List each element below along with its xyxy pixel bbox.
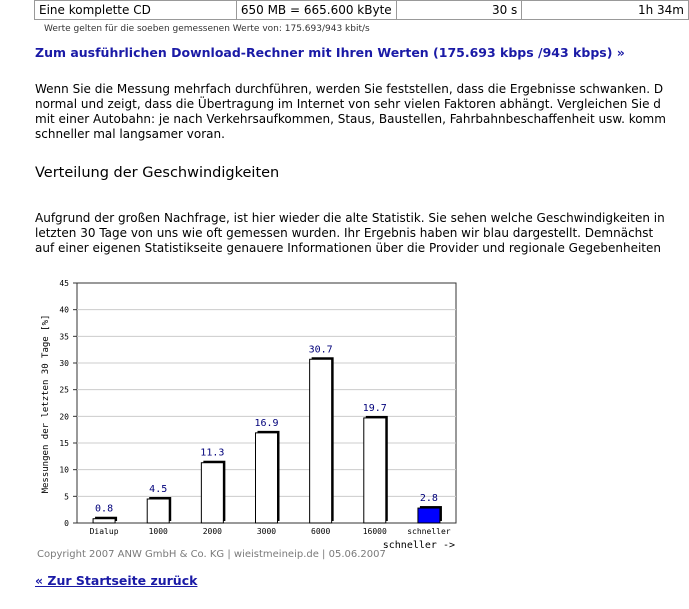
bar-value-label: 16.9 (254, 417, 279, 429)
y-axis-ticks (59, 279, 77, 528)
y-tick-label: 40 (59, 305, 69, 315)
y-tick-label: 35 (59, 332, 69, 342)
bar (364, 418, 386, 523)
category-label: 6000 (311, 527, 331, 536)
bar (256, 433, 278, 523)
category-label: 1000 (148, 527, 168, 536)
x-axis-labels (90, 527, 451, 536)
bar (418, 508, 440, 523)
download-calculator-link[interactable]: Zum ausführlichen Download-Rechner mit Ihren Werten (175.693 kbps /943 kbps) » (35, 45, 625, 60)
paragraph-line: Wenn Sie die Messung mehrfach durchführen, werden Sie feststellen, dass die Ergebnisse schwanken. D (35, 82, 664, 96)
y-tick-label: 45 (59, 279, 69, 288)
bar-value-label: 2.8 (419, 493, 438, 505)
y-tick-label: 30 (59, 359, 69, 368)
bar-value-label: 11.3 (200, 447, 225, 459)
bar (93, 519, 115, 523)
category-label: Dialup (89, 527, 119, 536)
paragraph-line: mit einer Autobahn: je nach Verkehrsaufkommen, Staus, Baustellen, Fahrbahnbeschaffenheit usw. komm (35, 112, 666, 126)
category-label: schneller (407, 527, 451, 536)
paragraph-line: letzten 30 Tage von uns wie oft gemessen wurden. Ihr Ergebnis haben wir blau dargestellt. Demnächst (35, 226, 654, 240)
table-note: Werte gelten für die soeben gemessenen Werte von: 175.693/943 kbit/s (44, 24, 370, 34)
section-heading: Verteilung der Geschwindigkeiten (35, 165, 280, 181)
y-tick-label: 15 (59, 439, 69, 448)
y-tick-label: 5 (64, 492, 69, 502)
category-label: 16000 (362, 527, 387, 536)
time-other-cell: 1h 34m (522, 1, 689, 20)
category-label: 2000 (202, 527, 222, 536)
bar (201, 463, 223, 523)
item-cell: Eine komplette CD (35, 1, 237, 20)
copyright-text: Copyright 2007 ANW GmbH & Co. KG | wieistmeineip.de | 05.06.2007 (37, 549, 386, 560)
bar-value-label: 4.5 (149, 484, 168, 495)
y-tick-label: 25 (59, 385, 69, 395)
bar-value-label: 0.8 (95, 503, 114, 515)
paragraph-line: Aufgrund der großen Nachfrage, ist hier wieder die alte Statistik. Sie sehen welche Geschwindigkeiten in (35, 211, 665, 225)
bar (310, 359, 332, 523)
back-to-home-link[interactable]: « Zur Startseite zurück (35, 573, 198, 588)
y-tick-label: 20 (59, 412, 69, 422)
bar-value-label: 30.7 (308, 344, 333, 356)
x-axis-label: schneller -> (382, 540, 455, 551)
paragraph-line: normal und zeigt, dass die Übertragung im Internet von sehr vielen Faktoren abhängt. Vergleichen Sie d (35, 97, 661, 111)
bar (147, 499, 169, 523)
paragraph-line: schneller mal langsamer voran. (35, 127, 225, 141)
size-cell: 650 MB = 665.600 kByte (236, 1, 396, 20)
y-tick-label: 0 (64, 519, 69, 528)
paragraph-line: auf einer eigenen Statistikseite genauere Informationen über die Provider und regionale Gegebenheiten (35, 241, 661, 255)
bar-value-label: 19.7 (362, 402, 387, 414)
y-tick-label: 10 (59, 465, 69, 475)
y-axis-label: Messungen der letzten 30 Tage [%] (41, 314, 51, 494)
category-label: 3000 (256, 527, 277, 536)
time-measured-cell: 30 s (396, 1, 521, 20)
